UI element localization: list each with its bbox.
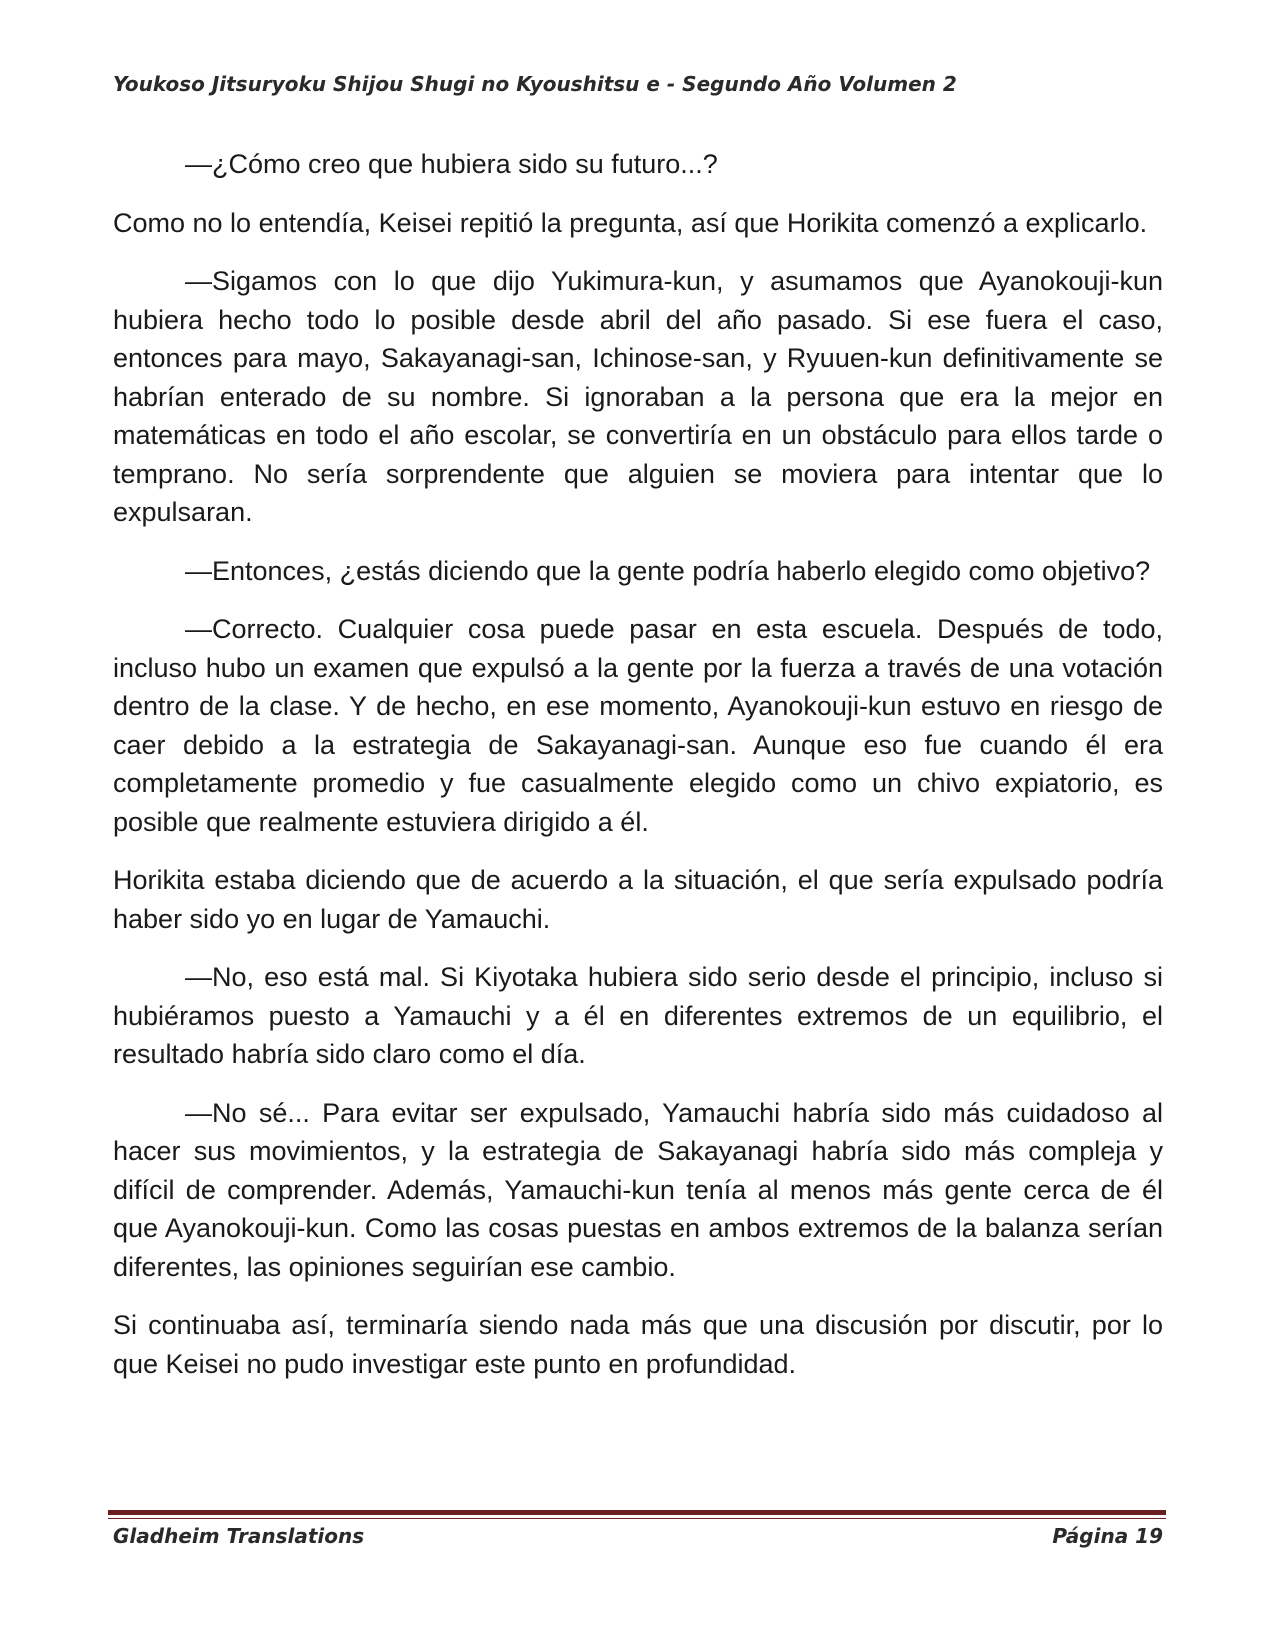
footer-credit: Gladheim Translations xyxy=(113,1524,365,1548)
page-number: Página 19 xyxy=(1052,1524,1163,1548)
paragraph: —Sigamos con lo que dijo Yukimura-kun, y asumamos que Ayanokouji-kun hubiera hecho todo lo posible desde abril del año pasado. Si ese fuera el caso, entonces para mayo, Sakayanagi-san, Ichinose-san, y Ryuuen-kun definitivamente se habrían enterado de su nombre. Si ignoraban a la persona que era la mejor en matemáticas en todo el año escolar, se convertiría en un obstáculo para ellos tarde o temprano. No sería sorprendente que alguien se moviera para intentar que lo expulsaran. xyxy=(113,266,1163,527)
footer-divider-thin xyxy=(108,1518,1166,1519)
paragraph: —No, eso está mal. Si Kiyotaka hubiera sido serio desde el principio, incluso si hubiéramos puesto a Yamauchi y a él en diferentes extremos de un equilibrio, el resultado habría sido claro como el día. xyxy=(113,962,1163,1069)
body-text xyxy=(113,145,1163,1403)
page-header: Youkoso Jitsuryoku Shijou Shugi no Kyoushitsu e - Segundo Año Volumen 2 xyxy=(113,72,957,96)
paragraph: —No sé... Para evitar ser expulsado, Yamauchi habría sido más cuidadoso al hacer sus movimientos, y la estrategia de Sakayanagi habría sido más compleja y difícil de comprender. Además, Yamauchi-kun tenía al menos más gente cerca de él que Ayanokouji-kun. Como las cosas puestas en ambos extremos de la balanza serían diferentes, las opiniones seguirían ese cambio. xyxy=(113,1097,1163,1282)
paragraph: —Entonces, ¿estás diciendo que la gente podría haberlo elegido como objetivo? xyxy=(185,555,1151,586)
paragraph: Si continuaba así, terminaría siendo nada más que una discusión por discutir, por lo que Keisei no pudo investigar este punto en profundidad. xyxy=(113,1310,1163,1379)
paragraph: Como no lo entendía, Keisei repitió la pregunta, así que Horikita comenzó a explicarlo. xyxy=(113,207,1148,238)
paragraph: —Correcto. Cualquier cosa puede pasar en esta escuela. Después de todo, incluso hubo un examen que expulsó a la gente por la fuerza a través de una votación dentro de la clase. Y de hecho, en ese momento, Ayanokouji-kun estuvo en riesgo de caer debido a la estrategia de Sakayanagi-san. Aunque eso fue cuando él era completamente promedio y fue casualmente elegido como un chivo expiatorio, es posible que realmente estuviera dirigido a él. xyxy=(113,614,1163,837)
footer-divider xyxy=(108,1510,1166,1515)
paragraph: Horikita estaba diciendo que de acuerdo a la situación, el que sería expulsado podría haber sido yo en lugar de Yamauchi. xyxy=(113,865,1163,934)
paragraph: —¿Cómo creo que hubiera sido su futuro...? xyxy=(185,149,718,179)
